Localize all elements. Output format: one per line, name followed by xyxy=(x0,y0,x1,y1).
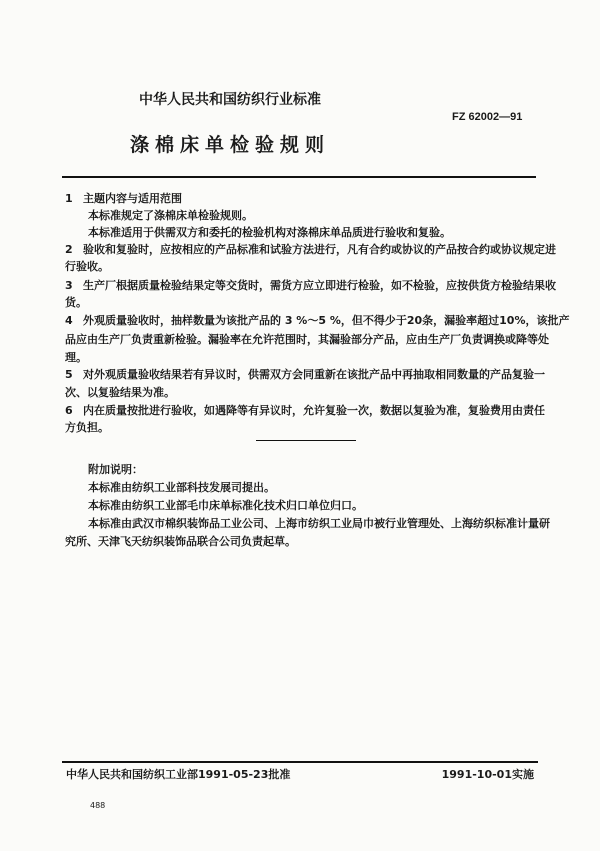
section-text: 内在质量按批进行验收，如遇降等有异议时，允许复验一次，数据以复验为准，复验费用由责任 xyxy=(83,404,545,417)
section-number: 1 xyxy=(65,192,73,205)
effective-date: 1991-10-01实施 xyxy=(441,768,534,781)
footer-rule xyxy=(62,761,538,763)
section-number: 4 xyxy=(65,314,73,327)
section-line xyxy=(65,277,556,293)
section-text: 验收和复验时，应按相应的产品标准和试验方法进行，凡有合约或协议的产品按合约或协议规定进 xyxy=(83,243,556,256)
document-title: 涤棉床单检验规则 xyxy=(129,134,330,156)
header-rule xyxy=(62,176,536,178)
section-subline: 本标准适用于供需双方和委托的检验机构对涤棉床单品质进行验收和复验。 xyxy=(88,226,451,239)
section-number: 6 xyxy=(65,404,73,417)
section-line xyxy=(65,312,569,328)
approval-date: 中华人民共和国纺织工业部1991-05-23批准 xyxy=(66,768,291,781)
page-number: 488 xyxy=(90,801,106,810)
section-number: 2 xyxy=(65,243,73,256)
section-line: 理。 xyxy=(65,351,87,364)
section-line xyxy=(65,190,182,206)
section-number: 3 xyxy=(65,279,73,292)
section-subline: 本标准规定了涤棉床单检验规则。 xyxy=(88,209,253,222)
section-line: 行验收。 xyxy=(65,260,109,273)
section-divider xyxy=(256,440,356,441)
section-number: 5 xyxy=(65,368,73,381)
section-text: 生产厂根据质量检验结果定等交货时，需货方应立即进行检验，如不检验，应按供货方检验结果收 xyxy=(83,279,556,292)
appendix-line: 本标准由武汉市棉织装饰品工业公司、上海市纺织工业局巾被行业管理处、上海纺织标准计量研 xyxy=(88,517,550,530)
section-line: 货。 xyxy=(65,296,87,309)
standard-code: FZ 62002—91 xyxy=(452,111,523,123)
section-line xyxy=(65,402,545,418)
section-line xyxy=(65,241,556,257)
appendix-line: 本标准由纺织工业部科技发展司提出。 xyxy=(88,481,275,494)
section-line: 品应由生产厂负责重新检验。漏验率在允许范围时，其漏验部分产品，应由生产厂负责调换或降等处 xyxy=(65,333,549,346)
appendix-line: 究所、天津飞天纺织装饰品联合公司负责起草。 xyxy=(65,535,296,548)
section-line xyxy=(65,366,545,382)
section-line: 次、以复验结果为准。 xyxy=(65,386,175,399)
section-text: 对外观质量验收结果若有异议时，供需双方会同重新在该批产品中再抽取相同数量的产品复验一 xyxy=(83,368,545,381)
appendix-line: 本标准由纺织工业部毛巾床单标准化技术归口单位归口。 xyxy=(88,499,363,512)
section-text: 主题内容与适用范围 xyxy=(83,192,182,205)
issuer-heading: 中华人民共和国纺织行业标准 xyxy=(139,92,321,108)
section-line: 方负担。 xyxy=(65,421,109,434)
section-text: 外观质量验收时，抽样数量为该批产品的 3 %～5 %，但不得少于20条，漏验率超过10%，该批产 xyxy=(83,314,570,327)
appendix-heading: 附加说明： xyxy=(88,463,143,476)
